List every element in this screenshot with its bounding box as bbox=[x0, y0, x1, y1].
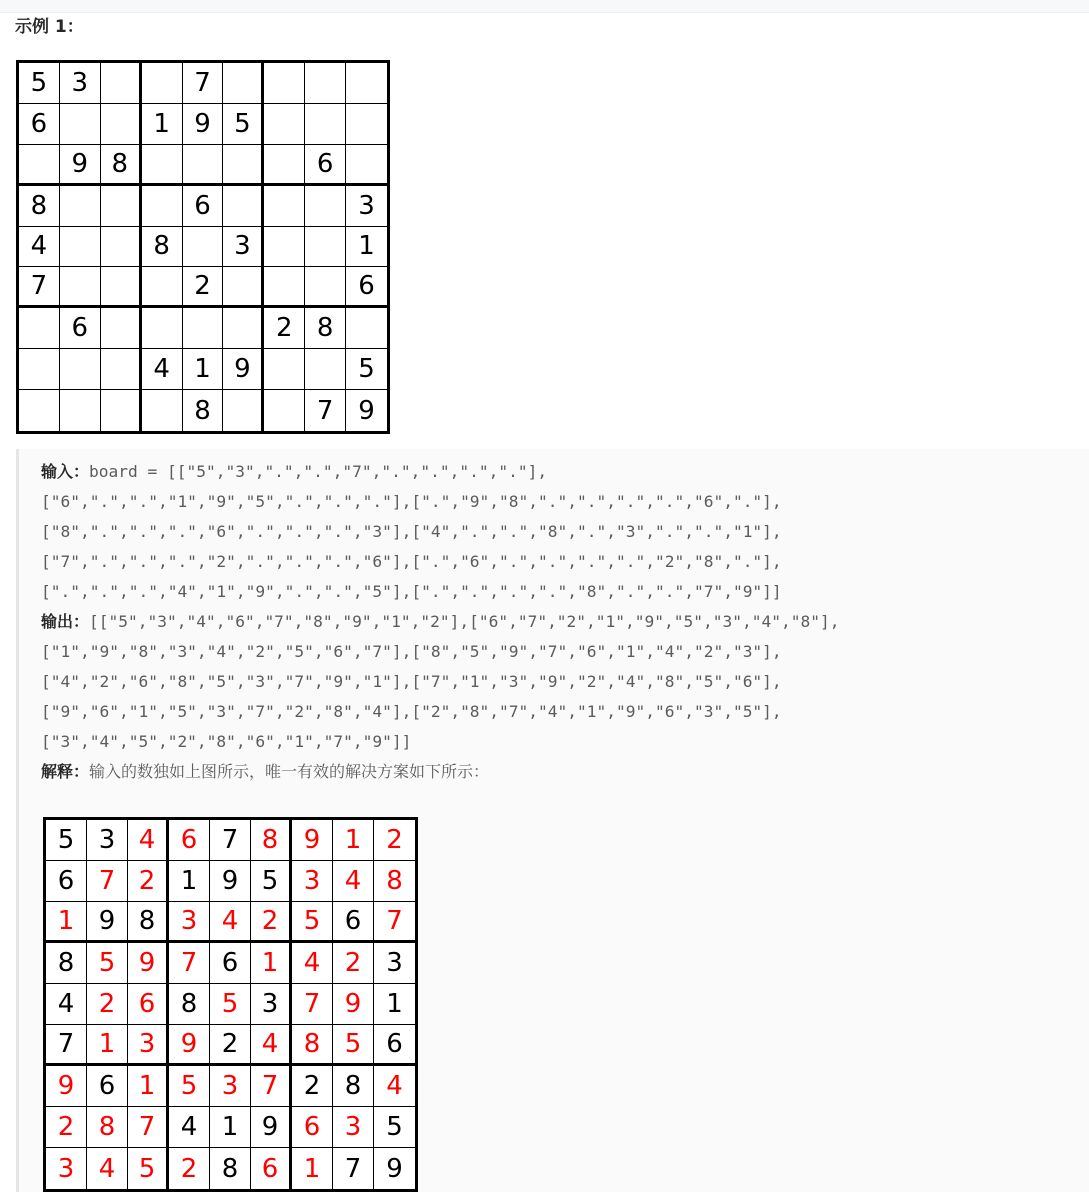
sudoku-cell: 6 bbox=[87, 1066, 128, 1107]
output-code-2: ["4","2","6","8","5","3","7","9","1"],["7","1","3","9","2","4","8","5","6"], bbox=[41, 672, 782, 691]
sudoku-cell bbox=[101, 308, 142, 349]
sudoku-cell: 9 bbox=[292, 820, 333, 861]
sudoku-cell: 1 bbox=[210, 1107, 251, 1148]
sudoku-cell: 9 bbox=[183, 104, 224, 145]
sudoku-cell bbox=[223, 308, 264, 349]
input-code-1: ["6",".",".","1","9","5",".",".","."],[".","9","8",".",".",".",".","6","."], bbox=[41, 492, 782, 511]
example-title: 示例 1： bbox=[15, 17, 84, 37]
sudoku-cell: 6 bbox=[60, 308, 101, 349]
sudoku-cell: 1 bbox=[87, 1025, 128, 1066]
sudoku-cell: 8 bbox=[46, 943, 87, 984]
sudoku-cell: 9 bbox=[128, 943, 169, 984]
output-line-0 bbox=[41, 610, 839, 634]
sudoku-cell: 2 bbox=[183, 267, 224, 308]
sudoku-cell: 5 bbox=[19, 63, 60, 104]
sudoku-cell bbox=[60, 104, 101, 145]
sudoku-cell bbox=[101, 227, 142, 268]
sudoku-cell: 6 bbox=[346, 267, 387, 308]
sudoku-cell: 9 bbox=[169, 1025, 210, 1066]
sudoku-cell bbox=[142, 63, 183, 104]
sudoku-cell bbox=[101, 390, 142, 431]
sudoku-cell bbox=[183, 308, 224, 349]
sudoku-cell: 9 bbox=[386, 1153, 403, 1184]
sudoku-cell bbox=[101, 63, 142, 104]
sudoku-cell: 6 bbox=[251, 1148, 292, 1189]
output-label: 输出： bbox=[41, 612, 90, 631]
sudoku-cell: 6 bbox=[292, 1107, 333, 1148]
sudoku-cell bbox=[183, 145, 224, 186]
sudoku-cell: 6 bbox=[333, 902, 374, 943]
sudoku-cell: 7 bbox=[128, 1107, 169, 1148]
sudoku-cell: 7 bbox=[251, 1066, 292, 1107]
sudoku-cell: 7 bbox=[169, 943, 210, 984]
sudoku-cell: 5 bbox=[374, 1107, 415, 1148]
sudoku-cell: 9 bbox=[223, 349, 264, 390]
sudoku-cell bbox=[101, 104, 142, 145]
sudoku-cell: 9 bbox=[60, 145, 101, 186]
sudoku-cell bbox=[142, 390, 183, 431]
sudoku-cell: 6 bbox=[128, 984, 169, 1025]
sudoku-cell: 2 bbox=[264, 308, 305, 349]
sudoku-cell: 4 bbox=[169, 1107, 210, 1148]
output-code-0: [["5","3","4","6","7","8","9","1","2"],["6","7","2","1","9","5","3","4","8"], bbox=[89, 612, 840, 631]
sudoku-cell: 3 bbox=[346, 186, 387, 227]
sudoku-cell bbox=[183, 227, 224, 268]
sudoku-cell bbox=[60, 267, 101, 308]
sudoku-cell bbox=[346, 104, 387, 145]
sudoku-cell: 5 bbox=[128, 1148, 169, 1189]
sudoku-cell: 1 bbox=[374, 984, 415, 1025]
sudoku-cell: 5 bbox=[346, 349, 387, 390]
sudoku-cell: 2 bbox=[374, 820, 415, 861]
sudoku-cell: 2 bbox=[292, 1066, 333, 1107]
sudoku-cell: 3 bbox=[333, 1107, 374, 1148]
sudoku-cell bbox=[305, 63, 346, 104]
sudoku-cell: 1 bbox=[142, 104, 183, 145]
sudoku-cell bbox=[264, 186, 305, 227]
sudoku-cell: 7 bbox=[183, 63, 224, 104]
sudoku-cell: 5 bbox=[210, 984, 251, 1025]
input-sudoku-board bbox=[16, 60, 390, 434]
top-bar bbox=[0, 0, 1089, 13]
sudoku-cell: 5 bbox=[333, 1025, 374, 1066]
sudoku-cell bbox=[19, 349, 60, 390]
sudoku-cell: 8 bbox=[101, 145, 142, 186]
sudoku-cell: 2 bbox=[128, 861, 169, 902]
sudoku-cell bbox=[346, 308, 387, 349]
sudoku-cell: 8 bbox=[19, 186, 60, 227]
sudoku-cell bbox=[142, 267, 183, 308]
sudoku-cell: 3 bbox=[87, 820, 128, 861]
sudoku-cell: 8 bbox=[333, 1066, 374, 1107]
sudoku-cell bbox=[264, 349, 305, 390]
sudoku-cell: 4 bbox=[333, 861, 374, 902]
sudoku-cell bbox=[264, 390, 305, 431]
sudoku-cell: 9 bbox=[210, 861, 251, 902]
sudoku-cell bbox=[264, 267, 305, 308]
sudoku-cell: 4 bbox=[292, 943, 333, 984]
output-code-4: ["3","4","5","2","8","6","1","7","9"]] bbox=[41, 732, 412, 751]
sudoku-cell: 4 bbox=[19, 227, 60, 268]
sudoku-cell: 7 bbox=[292, 984, 333, 1025]
input-code-4: [".",".",".","4","1","9",".",".","5"],[".",".",".",".","8",".",".","7","9"]] bbox=[41, 582, 782, 601]
sudoku-cell: 9 bbox=[46, 1066, 87, 1107]
sudoku-cell bbox=[223, 186, 264, 227]
sudoku-cell: 8 bbox=[305, 308, 346, 349]
sudoku-cell bbox=[142, 145, 183, 186]
sudoku-cell: 3 bbox=[169, 902, 210, 943]
sudoku-cell: 3 bbox=[60, 63, 101, 104]
sudoku-cell: 2 bbox=[46, 1107, 87, 1148]
sudoku-cell: 8 bbox=[169, 984, 210, 1025]
sudoku-cell: 8 bbox=[87, 1107, 128, 1148]
sudoku-cell: 1 bbox=[251, 943, 292, 984]
sudoku-cell bbox=[60, 186, 101, 227]
sudoku-cell bbox=[19, 390, 60, 431]
sudoku-cell: 4 bbox=[142, 349, 183, 390]
sudoku-cell: 7 bbox=[46, 1025, 87, 1066]
sudoku-cell: 5 bbox=[223, 104, 264, 145]
input-code-3: ["7",".",".",".","2",".",".",".","6"],[".","6",".",".",".",".","2","8","."], bbox=[41, 552, 782, 571]
sudoku-cell: 8 bbox=[374, 861, 415, 902]
sudoku-cell: 4 bbox=[210, 902, 251, 943]
sudoku-cell: 4 bbox=[251, 1025, 292, 1066]
sudoku-cell: 7 bbox=[19, 267, 60, 308]
sudoku-cell: 5 bbox=[46, 820, 87, 861]
sudoku-cell bbox=[101, 186, 142, 227]
sudoku-cell bbox=[60, 227, 101, 268]
sudoku-cell: 6 bbox=[374, 1025, 415, 1066]
sudoku-cell: 4 bbox=[46, 984, 87, 1025]
sudoku-cell bbox=[346, 145, 387, 186]
sudoku-cell bbox=[305, 186, 346, 227]
sudoku-cell: 3 bbox=[210, 1066, 251, 1107]
sudoku-cell: 5 bbox=[292, 902, 333, 943]
sudoku-cell bbox=[305, 349, 346, 390]
sudoku-cell: 2 bbox=[333, 943, 374, 984]
sudoku-cell: 7 bbox=[210, 820, 251, 861]
sudoku-cell: 2 bbox=[251, 902, 292, 943]
sudoku-cell: 6 bbox=[210, 943, 251, 984]
input-label: 输入： bbox=[41, 462, 90, 481]
explain-line bbox=[41, 760, 489, 784]
sudoku-cell: 1 bbox=[46, 902, 87, 943]
input-line-0 bbox=[41, 460, 547, 484]
sudoku-cell: 6 bbox=[169, 820, 210, 861]
output-code-1: ["1","9","8","3","4","2","5","6","7"],["8","5","9","7","6","1","4","2","3"], bbox=[41, 642, 782, 661]
sudoku-cell: 1 bbox=[183, 349, 224, 390]
sudoku-cell bbox=[305, 104, 346, 145]
sudoku-cell bbox=[305, 267, 346, 308]
sudoku-cell bbox=[19, 308, 60, 349]
sudoku-cell: 5 bbox=[251, 861, 292, 902]
sudoku-cell bbox=[223, 267, 264, 308]
input-code-0: board = [["5","3",".",".","7",".",".",".","."], bbox=[89, 462, 548, 481]
input-code-2: ["8",".",".",".","6",".",".",".","3"],["4",".",".","8",".","3",".",".","1"], bbox=[41, 522, 782, 541]
sudoku-cell: 8 bbox=[251, 820, 292, 861]
sudoku-cell: 5 bbox=[169, 1066, 210, 1107]
sudoku-cell: 3 bbox=[223, 227, 264, 268]
sudoku-cell: 8 bbox=[183, 390, 224, 431]
output-code-3: ["9","6","1","5","3","7","2","8","4"],["2","8","7","4","1","9","6","3","5"], bbox=[41, 702, 782, 721]
sudoku-cell: 9 bbox=[87, 902, 128, 943]
sudoku-cell: 1 bbox=[128, 1066, 169, 1107]
sudoku-cell: 8 bbox=[142, 227, 183, 268]
sudoku-cell bbox=[264, 227, 305, 268]
sudoku-cell bbox=[264, 104, 305, 145]
sudoku-cell: 2 bbox=[210, 1025, 251, 1066]
sudoku-cell: 7 bbox=[305, 390, 346, 431]
sudoku-cell bbox=[264, 63, 305, 104]
sudoku-cell bbox=[223, 63, 264, 104]
sudoku-cell: 6 bbox=[19, 104, 60, 145]
sudoku-cell: 9 bbox=[333, 984, 374, 1025]
sudoku-cell bbox=[142, 308, 183, 349]
sudoku-cell bbox=[264, 145, 305, 186]
sudoku-cell bbox=[346, 63, 387, 104]
sudoku-cell: 3 bbox=[292, 861, 333, 902]
sudoku-cell: 3 bbox=[128, 1025, 169, 1066]
sudoku-cell: 1 bbox=[292, 1148, 333, 1189]
sudoku-cell: 8 bbox=[292, 1025, 333, 1066]
explain-label: 解释： bbox=[41, 762, 90, 781]
sudoku-cell: 1 bbox=[169, 861, 210, 902]
sudoku-cell: 4 bbox=[128, 820, 169, 861]
sudoku-cell: 9 bbox=[358, 395, 375, 426]
sudoku-cell bbox=[142, 186, 183, 227]
sudoku-cell: 8 bbox=[210, 1148, 251, 1189]
sudoku-cell: 3 bbox=[251, 984, 292, 1025]
sudoku-cell: 3 bbox=[46, 1148, 87, 1189]
sudoku-cell: 2 bbox=[169, 1148, 210, 1189]
sudoku-cell: 6 bbox=[305, 145, 346, 186]
sudoku-cell bbox=[60, 390, 101, 431]
sudoku-cell: 3 bbox=[374, 943, 415, 984]
sudoku-cell: 1 bbox=[346, 227, 387, 268]
sudoku-cell: 6 bbox=[183, 186, 224, 227]
explain-text: 输入的数独如上图所示，唯一有效的解决方案如下所示： bbox=[89, 762, 490, 781]
sudoku-cell: 9 bbox=[251, 1107, 292, 1148]
output-sudoku-board bbox=[43, 817, 418, 1192]
sudoku-cell bbox=[19, 145, 60, 186]
sudoku-cell bbox=[223, 390, 264, 431]
sudoku-cell: 7 bbox=[87, 861, 128, 902]
sudoku-cell: 2 bbox=[87, 984, 128, 1025]
sudoku-cell: 1 bbox=[333, 820, 374, 861]
sudoku-cell: 6 bbox=[46, 861, 87, 902]
sudoku-cell: 5 bbox=[87, 943, 128, 984]
sudoku-cell: 7 bbox=[333, 1148, 374, 1189]
sudoku-cell bbox=[101, 349, 142, 390]
sudoku-cell bbox=[101, 267, 142, 308]
sudoku-cell bbox=[305, 227, 346, 268]
sudoku-cell bbox=[223, 145, 264, 186]
sudoku-cell: 7 bbox=[374, 902, 415, 943]
sudoku-cell: 8 bbox=[128, 902, 169, 943]
sudoku-cell bbox=[60, 349, 101, 390]
sudoku-cell: 4 bbox=[87, 1148, 128, 1189]
sudoku-cell: 4 bbox=[374, 1066, 415, 1107]
